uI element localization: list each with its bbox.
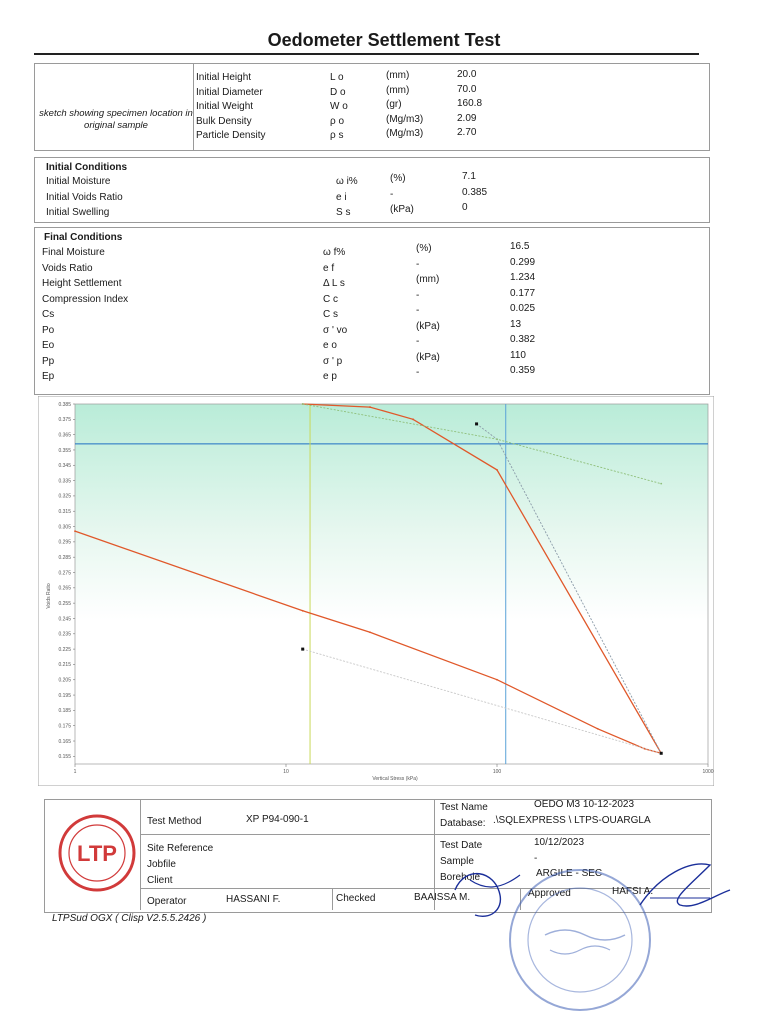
approved-label: Approved <box>528 888 571 899</box>
y-tick-label: 0.375 <box>58 417 71 424</box>
sample-value: - <box>534 853 538 864</box>
final-unit: - <box>416 367 420 378</box>
initial-label: Initial Voids Ratio <box>46 191 123 203</box>
final-value: 0.299 <box>510 256 536 268</box>
test-method-label: Test Method <box>147 816 202 827</box>
initial-symbol: S s <box>336 207 351 218</box>
final-value: 0.359 <box>510 365 536 376</box>
final-label: Ep <box>42 371 55 382</box>
x-tick-label: 100 <box>492 769 502 775</box>
y-axis-label: Voids Ratio <box>46 583 52 609</box>
stamp-and-signatures <box>450 850 740 1020</box>
y-tick-label: 0.215 <box>58 662 71 669</box>
specimen-value: 2.70 <box>457 127 477 138</box>
y-tick-label: 0.305 <box>58 524 71 531</box>
test-name-value: OEDO M3 10-12-2023 <box>534 799 635 810</box>
final-unit: (mm) <box>416 274 440 285</box>
y-tick-label: 0.285 <box>58 554 71 561</box>
specimen-box <box>34 63 710 151</box>
specimen-label: Initial Diameter <box>196 86 263 98</box>
specimen-unit: (mm) <box>386 70 410 81</box>
svg-text:LTP: LTP <box>77 841 117 866</box>
y-tick-label: 0.235 <box>58 631 71 638</box>
final-unit: - <box>416 258 420 270</box>
initial-symbol: e i <box>336 191 347 203</box>
specimen-symbol: ρ s <box>330 130 344 141</box>
data-point <box>597 728 599 730</box>
checked-label: Checked <box>336 893 376 904</box>
specimen-label: Initial Height <box>196 72 252 83</box>
final-unit: - <box>416 305 420 316</box>
y-tick-label: 0.315 <box>58 509 71 516</box>
y-tick-label: 0.205 <box>58 677 71 684</box>
final-symbol: e f <box>323 262 335 274</box>
specimen-divider <box>193 63 194 150</box>
y-tick-label: 0.295 <box>58 539 71 546</box>
y-tick-label: 0.335 <box>58 478 71 485</box>
plot-area <box>75 404 708 764</box>
final-value: 16.5 <box>510 241 530 252</box>
specimen-symbol: W o <box>330 101 348 112</box>
data-point <box>369 631 371 633</box>
borehole-value: ARGILE - SEC <box>536 868 603 879</box>
operator-value: HASSANI F. <box>226 894 281 905</box>
final-unit: (%) <box>416 243 432 254</box>
construction-marker <box>475 422 478 425</box>
final-label: Height Settlement <box>42 278 122 289</box>
sample-label: Sample <box>440 856 474 867</box>
y-tick-label: 0.165 <box>58 738 71 745</box>
final-label: Eo <box>42 340 55 351</box>
initial-unit: - <box>390 188 394 200</box>
final-symbol: e p <box>323 371 337 382</box>
y-tick-label: 0.275 <box>58 570 71 577</box>
y-tick-label: 0.325 <box>58 493 71 500</box>
specimen-symbol: D o <box>330 86 346 98</box>
x-tick-label: 1 <box>73 769 77 775</box>
final-unit: (kPa) <box>416 320 440 332</box>
database-label: Database: <box>440 818 486 829</box>
data-point <box>496 469 498 471</box>
data-point <box>660 483 662 485</box>
final-value: 110 <box>510 349 526 361</box>
final-value: 0.382 <box>510 334 536 345</box>
y-tick-label: 0.225 <box>58 646 71 653</box>
title-rule <box>34 53 699 55</box>
final-symbol: ω f% <box>323 247 346 258</box>
construction-marker <box>301 648 304 651</box>
specimen-value: 160.8 <box>457 98 483 109</box>
test-date-label: Test Date <box>440 840 483 851</box>
final-symbol: σ ' p <box>323 355 343 367</box>
initial-label: Initial Moisture <box>46 176 111 187</box>
initial-conditions-heading: Initial Conditions <box>46 162 128 173</box>
checked-value: BAAISSA M. <box>414 892 471 903</box>
footer-hline-1 <box>140 834 710 835</box>
initial-unit: (kPa) <box>390 204 414 215</box>
specimen-label: Bulk Density <box>196 115 252 127</box>
data-point <box>496 438 498 440</box>
initial-unit: (%) <box>390 173 406 184</box>
specimen-symbol: ρ o <box>330 115 345 127</box>
specimen-unit: (mm) <box>386 84 410 96</box>
client-label: Client <box>147 875 173 886</box>
x-tick-label: 1000 <box>702 769 714 775</box>
final-value: 1.234 <box>510 272 536 283</box>
final-label: Po <box>42 324 55 336</box>
test-date-value: 10/12/2023 <box>534 837 585 848</box>
sketch-caption: sketch showing specimen location in original sample <box>39 108 193 131</box>
final-label: Pp <box>42 355 55 367</box>
specimen-label: Initial Weight <box>196 101 254 112</box>
test-name-label: Test Name <box>440 802 488 813</box>
test-method-value: XP P94-090-1 <box>246 814 309 825</box>
y-tick-label: 0.255 <box>58 600 71 607</box>
specimen-unit: (gr) <box>386 99 402 110</box>
y-tick-label: 0.155 <box>58 754 71 761</box>
specimen-value: 70.0 <box>457 83 477 95</box>
initial-symbol: ω i% <box>336 176 358 187</box>
oedometer-chart <box>38 396 714 786</box>
final-label: Cs <box>42 309 55 320</box>
database-value: .\SQLEXPRESS \ LTPS-OUARGLA <box>493 815 651 826</box>
specimen-unit: (Mg/m3) <box>386 113 424 125</box>
final-symbol: C s <box>323 309 338 320</box>
jobfile-label: Jobfile <box>147 859 176 870</box>
y-tick-label: 0.365 <box>58 432 71 439</box>
y-tick-label: 0.185 <box>58 708 71 715</box>
initial-conditions-box <box>34 157 710 223</box>
y-tick-label: 0.355 <box>58 447 71 454</box>
construction-marker <box>660 752 663 755</box>
data-point <box>496 679 498 681</box>
specimen-value: 2.09 <box>457 112 477 124</box>
final-label: Compression Index <box>42 293 129 305</box>
final-conditions-heading: Final Conditions <box>44 232 123 243</box>
software-version: LTPSud OGX ( Clisp V2.5.5.2426 ) <box>52 913 207 924</box>
final-symbol: e o <box>323 340 337 351</box>
page-title: Oedometer Settlement Test <box>267 30 501 50</box>
x-tick-label: 10 <box>283 769 289 775</box>
specimen-unit: (Mg/m3) <box>386 128 424 139</box>
y-tick-label: 0.345 <box>58 463 71 470</box>
data-point <box>74 530 76 532</box>
specimen-value: 20.0 <box>457 69 477 80</box>
initial-value: 0.385 <box>462 186 488 198</box>
footer-divider-checked <box>332 888 333 910</box>
final-value: 0.025 <box>510 303 536 314</box>
final-conditions-box <box>34 227 710 395</box>
y-tick-label: 0.195 <box>58 692 71 699</box>
y-tick-label: 0.385 <box>58 401 71 408</box>
data-point <box>412 418 414 420</box>
final-symbol: σ ' vo <box>323 324 348 336</box>
data-point <box>302 610 304 612</box>
final-value: 0.177 <box>510 287 536 299</box>
y-tick-label: 0.245 <box>58 616 71 623</box>
y-tick-label: 0.175 <box>58 723 71 730</box>
final-unit: - <box>416 289 420 301</box>
operator-label: Operator <box>147 896 187 907</box>
initial-value: 0 <box>462 202 468 213</box>
final-label: Final Moisture <box>42 247 105 258</box>
final-symbol: Δ L s <box>323 278 345 289</box>
footer-divider-logo <box>140 800 141 910</box>
final-unit: (kPa) <box>416 351 440 363</box>
final-symbol: C c <box>323 293 338 305</box>
approved-value: HAFSI A. <box>612 886 654 897</box>
site-reference-label: Site Reference <box>147 843 214 854</box>
x-axis-label: Vertical Stress (kPa) <box>372 776 418 782</box>
final-value: 13 <box>510 318 522 330</box>
initial-label: Initial Swelling <box>46 207 110 218</box>
data-point <box>369 406 371 408</box>
data-point <box>302 403 304 405</box>
ltp-logo <box>56 812 138 894</box>
specimen-symbol: L o <box>330 72 344 83</box>
y-tick-label: 0.265 <box>58 585 71 592</box>
final-unit: - <box>416 336 420 347</box>
initial-value: 7.1 <box>462 171 476 182</box>
specimen-label: Particle Density <box>196 130 266 141</box>
final-label: Voids Ratio <box>42 262 93 274</box>
borehole-label: Borehole <box>440 872 481 883</box>
